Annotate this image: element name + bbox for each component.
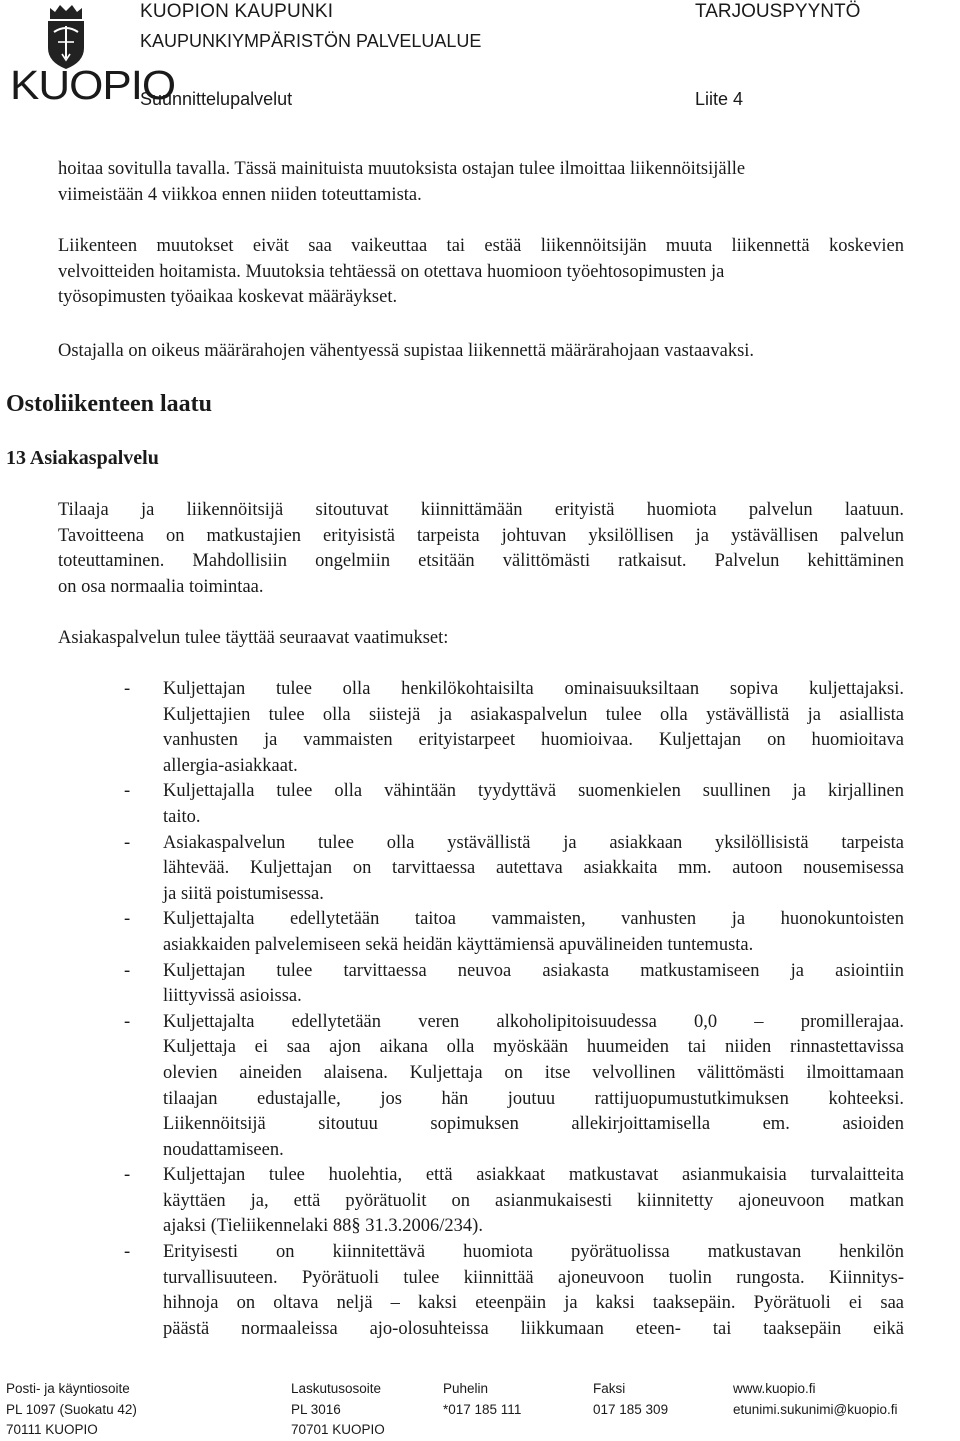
footer-label: Faksi xyxy=(593,1381,626,1396)
service-paragraph-2 xyxy=(58,626,904,652)
text-line: toteuttaminen. Mahdollisiin ongelmiin etsitään välittömästi ratkaisut. Palvelun kehittäminen xyxy=(58,551,904,572)
list-item xyxy=(124,907,904,958)
text-line: olevien aineiden alaisena. Kuljettaja on itse velvollinen välittömästi ilmoittamaan xyxy=(163,1062,904,1083)
list-bullet: - xyxy=(124,960,131,981)
footer-value: PL 3016 xyxy=(291,1401,341,1417)
section-heading: Ostoliikenteen laatu xyxy=(6,391,213,417)
department-name: KAUPUNKIYMPÄRISTÖN PALVELUALUE xyxy=(140,31,482,51)
text-line: Kuljettajien tulee olla siistejä ja asiakaspalvelun tulee olla ystävällistä ja asiallista xyxy=(163,704,904,725)
text-line: käyttäen ja, että pyörätuolit on asianmukaisesti kiinnitetty ajoneuvoon matkan xyxy=(163,1190,904,1211)
text-line: Kuljettaja ei saa ajon aikana olla myöskään huumeiden tai niiden rinnastettavissa xyxy=(163,1037,904,1058)
email-link[interactable]: etunimi.sukunimi@kuopio.fi xyxy=(733,1401,898,1417)
text-line: turvallisuuteen. Pyörätuoli tulee kiinnittää ajoneuvoon tuolin rungosta. Kiinnitys- xyxy=(163,1267,904,1288)
list-item xyxy=(124,1240,904,1342)
footer-label: Laskutusosoite xyxy=(291,1381,382,1396)
footer-fax xyxy=(593,1379,668,1420)
list-bullet: - xyxy=(124,1242,131,1263)
text-line: Kuljettajan tulee tarvittaessa neuvoa asiakasta matkustamiseen ja asiointiin xyxy=(163,960,904,981)
document-type: TARJOUSPYYNTÖ xyxy=(695,1,861,22)
list-bullet: - xyxy=(124,1011,131,1032)
list-bullet: - xyxy=(124,781,131,802)
list-item xyxy=(124,1010,904,1164)
text-line: velvoitteiden hoitamista. Muutoksia tehtäessä on otettava huomioon työehtosopimusten ja xyxy=(58,261,725,282)
list-bullet: - xyxy=(124,832,131,853)
text-line: Kuljettajan tulee olla henkilökohtaisilta ominaisuuksiltaan sopiva kuljettajaksi. xyxy=(163,679,904,699)
text-line: Kuljettajan tulee huolehtia, että asiakkaat matkustavat asianmukaisia turvalaitteita xyxy=(163,1165,904,1186)
footer-value: 70111 KUOPIO xyxy=(6,1422,98,1437)
footer-value: *017 185 111 xyxy=(443,1401,522,1417)
text-line: Kuljettajalla tulee olla vähintään tyydyttävä suomenkielen suullinen ja kirjallinen xyxy=(163,781,904,802)
intro-paragraph-3 xyxy=(58,339,904,365)
list-item xyxy=(124,779,904,830)
text-line: Asiakaspalvelun tulee olla ystävällistä ja asiakkaan yksilöllisistä tarpeista xyxy=(163,832,904,853)
text-line: Asiakaspalvelun tulee täyttää seuraavat vaatimukset: xyxy=(58,628,449,648)
intro-paragraph-2 xyxy=(58,234,904,311)
text-line: työsopimusten työaikaa koskevat määräykset. xyxy=(58,287,398,308)
footer-web-contact xyxy=(733,1379,898,1420)
text-line: Liikenteen muutokset eivät saa vaikeuttaa tai estää liikennöitsijän muuta liikennettä koskevien xyxy=(58,236,904,256)
website-link[interactable]: www.kuopio.fi xyxy=(733,1381,816,1396)
text-line: päästä normaaleissa ajo-olosuhteissa liikkumaan eteen- tai taaksepäin eikä xyxy=(163,1318,904,1339)
requirements-list xyxy=(124,677,904,1342)
list-item xyxy=(124,677,904,779)
organization-name: KUOPION KAUPUNKI xyxy=(140,1,334,22)
service-paragraph-1 xyxy=(58,498,904,600)
list-bullet: - xyxy=(124,909,131,930)
text-line: allergia-asiakkaat. xyxy=(163,755,298,776)
list-item xyxy=(124,831,904,908)
text-line: viimeistään 4 viikkoa ennen niiden toteuttamista. xyxy=(58,184,422,205)
text-line: hoitaa sovitulla tavalla. Tässä mainituista muutoksista ostajan tulee ilmoittaa liikennöitsijälle xyxy=(58,159,746,179)
intro-paragraph-1 xyxy=(58,157,904,208)
text-line: vanhusten ja vammaisten erityistarpeet huomioivaa. Kuljettajan on huomioitava xyxy=(163,730,904,751)
text-line: Liikennöitsijä sitoutuu sopimuksen allekirjoittamisella em. asioiden xyxy=(163,1114,904,1135)
footer-label: Posti- ja käyntiosoite xyxy=(6,1381,130,1396)
list-item xyxy=(124,959,904,1010)
city-logo-wordmark: KUOPIO xyxy=(10,63,176,109)
text-line: liittyvissä asioissa. xyxy=(163,986,302,1007)
footer-label: Puhelin xyxy=(443,1381,489,1396)
text-line: Kuljettajalta edellytetään taitoa vammaisten, vanhusten ja huonokuntoisten xyxy=(163,909,904,930)
footer-value: 017 185 309 xyxy=(593,1401,669,1417)
text-line: Tavoitteena on matkustajien erityisistä tarpeista johtuvan yksilöllisen ja ystävällisen palvelun xyxy=(58,525,904,546)
text-line: hihnoja on oltava neljä – kaksi eteenpäin ja kaksi taaksepäin. Pyörätuoli ei saa xyxy=(163,1293,904,1314)
text-line: Erityisesti on kiinnitettävä huomiota pyörätuolissa matkustavan henkilön xyxy=(163,1242,904,1263)
text-line: ajaksi (Tieliikennelaki 88§ 31.3.2006/234). xyxy=(163,1216,483,1237)
text-line: asiakkaiden palvelemiseen sekä heidän käyttämiensä apuvälineiden tuntemusta. xyxy=(163,934,754,955)
text-line: on osa normaalia toimintaa. xyxy=(58,576,264,597)
city-crest-icon xyxy=(44,2,88,70)
text-line: tilaajan edustajalle, jos hän joutuu rattijuopumustutkimuksen kohteeksi. xyxy=(163,1088,904,1109)
text-line: ja siitä poistumisessa. xyxy=(163,883,324,904)
list-item xyxy=(124,1163,904,1240)
subsection-heading: 13 Asiakaspalvelu xyxy=(6,447,159,469)
footer-value: 70701 KUOPIO xyxy=(291,1422,385,1437)
text-line: Kuljettajalta edellytetään veren alkoholipitoisuudessa 0,0 – promillerajaa. xyxy=(163,1011,904,1032)
list-bullet: - xyxy=(124,1165,131,1186)
text-line: noudattamiseen. xyxy=(163,1139,284,1160)
text-line: taito. xyxy=(163,806,201,827)
footer-value: PL 1097 (Suokatu 42) xyxy=(6,1401,137,1417)
unit-name: Suunnittelupalvelut xyxy=(140,89,293,109)
text-line: lähtevää. Kuljettajan on tarvittaessa autettava asiakkaita mm. autoon nousemisessa xyxy=(163,858,904,879)
footer-postal-address xyxy=(6,1379,137,1441)
list-bullet: - xyxy=(124,679,131,699)
footer-phone xyxy=(443,1379,521,1420)
text-line: Tilaaja ja liikennöitsijä sitoutuvat kiinnittämään erityistä huomiota palvelun laatuun. xyxy=(58,500,904,520)
text-line: Ostajalla on oikeus määrärahojen vähentyessä supistaa liikennettä määrärahojaan vastaavaksi. xyxy=(58,341,755,361)
footer-billing-address xyxy=(291,1379,385,1441)
attachment-label: Liite 4 xyxy=(695,89,744,109)
